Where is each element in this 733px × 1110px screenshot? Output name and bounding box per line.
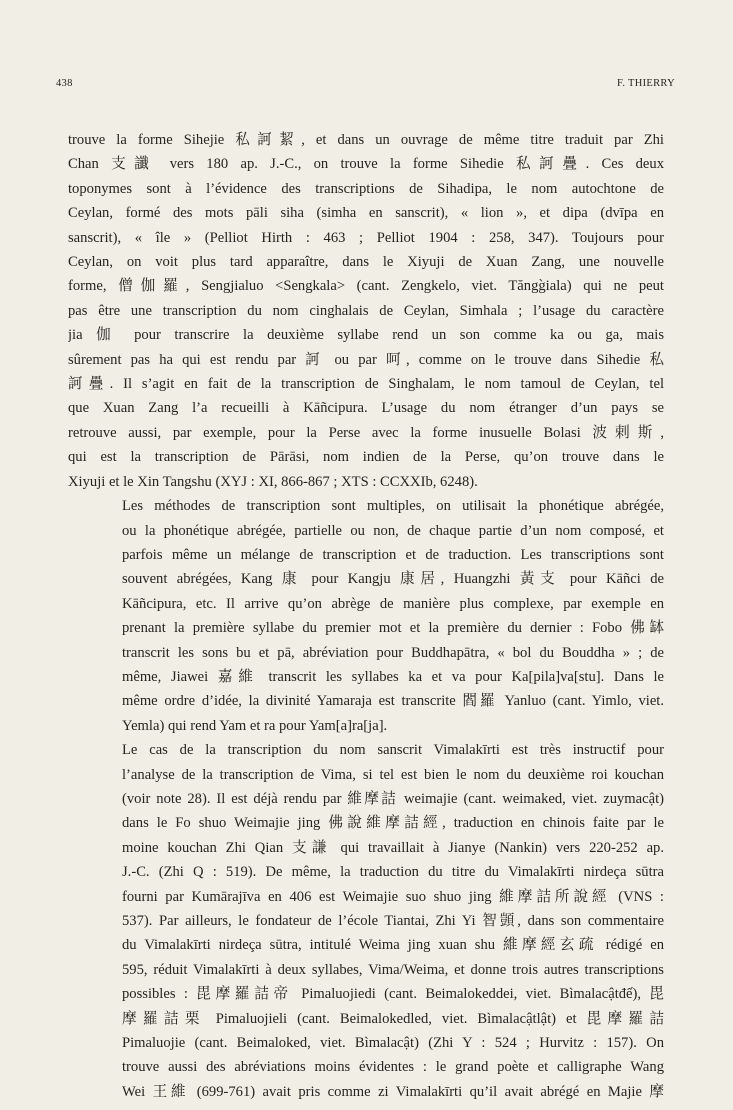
text-line: prenant la première syllabe du premier mot et la première du dernier : Fobo 佛缽: [122, 620, 664, 637]
text-line: moine kouchan Zhi Qian 支謙 qui travaillait à Jianye (Nankin) vers 220-252 ap.: [122, 839, 664, 856]
text-line: fourni par Kumārajīva en 406 est Weimajie suo shuo jing 維摩詰所說經 (VNS :: [122, 888, 664, 905]
text-line: 訶疊. Il s’agit en fait de la transcription de Singhalam, le nom tamoul de Ceylan, tel: [68, 376, 664, 393]
text-line: Yemla) qui rend Yam et ra pour Yam[a]ra[ja].: [122, 717, 388, 734]
text-line: forme, 僧伽羅, Sengjialuo <Sengkala> (cant. Zengkelo, viet. Tăngg̀iala) qui ne peut: [68, 278, 664, 295]
text-line: J.-C. (Zhi Q : 519). De même, la traduction du titre du Vimalakīrti nirdeça sūtra: [122, 864, 664, 881]
text-line: trouve aussi des abréviations moins évidentes : le grand poète et calligraphe Wang: [122, 1059, 664, 1076]
text-line: sûrement pas ha qui est rendu par 訶 ou par 呵, comme on le trouve dans Sihedie 私: [68, 351, 664, 368]
text-line: 摩羅詰栗 Pimaluojieli (cant. Beimalokedled, viet. Bìmalacậtlật) et 毘摩羅詰: [122, 1010, 664, 1027]
text-line: ou la phonétique abrégée, partielle ou non, de chaque partie d’un nom composé, et: [122, 522, 664, 539]
text-line: l’analyse de la transcription de Vima, si tel est bien le nom du deuxième roi kouchan: [122, 766, 664, 783]
text-line: 537). Par ailleurs, le fondateur de l’école Tiantai, Zhi Yi 智顗, dans son commentaire: [122, 913, 664, 929]
text-line: 595, réduit Vimalakīrti à deux syllabes, Vima/Weima, et donne trois autres transcriptions: [122, 961, 664, 978]
text-line: sanscrit), « île » (Pelliot Hirth : 463 ; Pelliot 1904 : 258, 347). Toujours pour: [68, 229, 664, 246]
running-title: F. THIERRY: [617, 78, 675, 89]
text-line: (voir note 28). Il est déjà rendu par 維摩詰 weimajie (cant. weimaked, viet. zuymacật): [122, 790, 664, 807]
text-line: Pimaluojie (cant. Beimaloked, viet. Bìmalacật) (Zhi Y : 524 ; Hurvitz : 157). On: [122, 1035, 664, 1052]
page-number: 438: [56, 78, 73, 89]
text-line: Ceylan, on voit plus tard apparaître, dans le Xiyuji de Xuan Zang, une nouvelle: [68, 254, 664, 271]
text-line: souvent abrégées, Kang 康 pour Kangju 康居, Huangzhi 黃支 pour Kāñci de: [122, 571, 664, 588]
text-line: même, Jiawei 嘉維 transcrit les syllabes ka et va pour Ka[pila]va[stu]. Dans le: [122, 668, 664, 685]
paragraph-ceylan-transcriptions: [68, 128, 664, 494]
text-line: Xiyuji et le Xin Tangshu (XYJ : XI, 866-867 ; XTS : CCXXIb, 6248).: [68, 473, 478, 490]
text-line: trouve la forme Sihejie 私訶絜, et dans un ouvrage de même titre traduit par Zhi: [68, 132, 664, 148]
text-line: même ordre d’idée, la divinité Yamaraja est transcrite 閻羅 Yanluo (cant. Yimlo, viet.: [122, 693, 664, 710]
text-line: dans le Fo shuo Weimajie jing 佛說維摩詰經, traduction en chinois faite par le: [122, 815, 664, 832]
text-line: Kāñcipura, etc. Il arrive qu’on abrège de manière plus complexe, par exemple en: [122, 595, 664, 612]
text-line: Le cas de la transcription du nom sanscrit Vimalakīrti est très instructif pour: [122, 742, 664, 759]
text-line: du Vimalakīrti nirdeça sūtra, intitulé Weima jing xuan shu 維摩經玄疏 rédigé en: [122, 937, 664, 954]
paragraph-vimalakirti: [68, 738, 664, 1104]
text-line: qui est la transcription de Pārāsi, nom indien de la Perse, qu’on trouve dans le: [68, 449, 664, 466]
text-line: toponymes sont à l’évidence des transcriptions de Sihadipa, le nom autochtone de: [68, 180, 664, 197]
paragraph-transcription-methods: [68, 494, 664, 738]
text-line: Ceylan, formé des mots pāli siha (simha en sanscrit), « lion », et dipa (dvīpa en: [68, 205, 664, 222]
text-line: jia 伽 pour transcrire la deuxième syllabe rend un son comme ka ou ga, mais: [68, 327, 664, 344]
text-line: Wei 王維 (699-761) avait pris comme zi Vimalakīrti qu’il avait abrégé en Majie 摩: [122, 1083, 664, 1100]
text-line: retrouve aussi, par exemple, pour la Perse avec la forme inusuelle Bolasi 波剌斯,: [68, 424, 664, 441]
text-line: que Xuan Zang l’a recueilli à Kāñcipura. L’usage du nom étranger d’un pays se: [68, 400, 664, 417]
text-line: parfois même un mélange de transcription et de traduction. Les transcriptions sont: [122, 546, 664, 563]
body-text: [68, 128, 664, 1104]
text-line: pas être une transcription du nom cinghalais de Ceylan, Simhala ; l’usage du caractère: [68, 302, 664, 319]
text-line: transcrit les sons bu et pā, abréviation pour Buddhapātra, « bol du Bouddha » ; de: [122, 644, 664, 661]
text-line: possibles : 毘摩羅詰帝 Pimaluojiedi (cant. Beimalokeddei, viet. Bìmalacậtđế), 毘: [122, 986, 664, 1003]
text-line: Chan 支讖 vers 180 ap. J.-C., on trouve la forme Sihedie 私訶疊. Ces deux: [68, 156, 664, 173]
text-line: Les méthodes de transcription sont multiples, on utilisait la phonétique abrégée,: [122, 498, 664, 515]
